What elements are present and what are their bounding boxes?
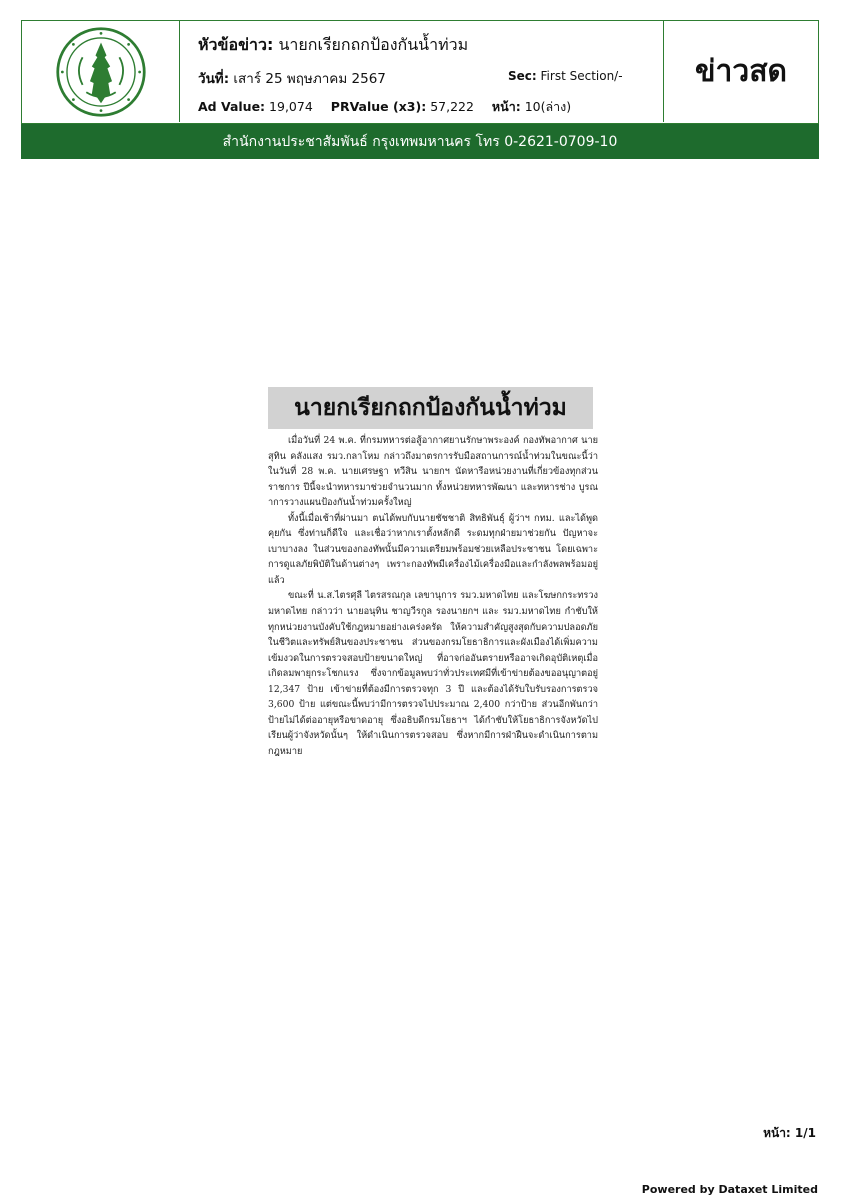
clipping-paragraph: เมื่อวันที่ 24 พ.ค. ที่กรมทหารต่อสู้อากาศยานรักษาพระองค์ กองทัพอากาศ นายสุทิน คลังแสง รมว.กลาโหม กล่าวถึงมาตรการรับมือสถานการณ์น้ำท่วมในขณะนี้ว่า ในวันที่ 28 พ.ค. นายเศรษฐา ทวีสิน นายกฯ นัดหารือหน่วยงานที่เกี่ยวข้องทุกส่วนราชการ ปีนี้จะนำทหารมาช่วยจำนวนมาก ทั้งหน่วยทหารพัฒนา และทหารช่าง บูรณาการวางแผนป้องกันน้ำท่วมครั้งใหญ่ (268, 435, 598, 509)
pr-value: 57,222 (430, 99, 474, 114)
news-clipping (258, 385, 598, 945)
headline-label: หัวข้อข่าว: (198, 35, 274, 54)
ad-label: Ad Value: (198, 99, 266, 114)
sec-value: First Section/- (540, 69, 623, 83)
publication-cell (663, 21, 818, 122)
header-box (21, 20, 819, 124)
date-row (198, 67, 386, 89)
page-label: หน้า: (491, 99, 521, 114)
sec-row (508, 69, 623, 83)
info-cell (180, 21, 663, 122)
page-indicator: หน้า: 1/1 (763, 1126, 816, 1140)
clipping-body (268, 433, 598, 759)
sec-label: Sec: (508, 69, 537, 83)
ad-value: 19,074 (269, 99, 313, 114)
logo-cell (22, 21, 180, 122)
clipping-paragraph: ขณะที่ น.ส.ไตรศุลี ไตรสรณกุล เลขานุการ รมว.มหาดไทย และโฆษกกระทรวงมหาดไทย กล่าวว่า นายอนุทิน ชาญวีรกูล รองนายกฯ และ รมว.มหาดไทย กำชับให้ทุกหน่วยงานบังคับใช้กฎหมายอย่างเคร่งครัด ให้ความสำคัญสูงสุดกับความปลอดภัยในชีวิตและทรัพย์สินของประชาชน ส่วนของกรมโยธาธิการและผังเมืองได้เพิ่มความเข้มงวดในการตรวจสอบป้ายขนาดใหญ่ ที่อาจก่ออันตรายหรืออาจเกิดอุบัติเหตุเมื่อเกิดลมพายุกระโชกแรง ซึ่งจากข้อมูลพบว่าทั่วประเทศมีที่เข้าข่ายต้องขออนุญาตอยู่ 12,347 ป้าย เข้าข่ายที่ต้องมีการตรวจทุก 3 ปี และต้องได้รับใบรับรองการตรวจ 3,600 ป้าย แต่ขณะนี้พบว่ามีการตรวจไปประมาณ 2,400 กว่าป้าย ส่วนอีกพันกว่าป้ายไม่ได้ต่ออายุหรือขาดอายุ ซึ่งอธิบดีกรมโยธาฯ ได้กำชับให้โยธาธิการจังหวัดไปเรียนผู้ว่าจังหวัดนั้นๆ ให้ดำเนินการตรวจสอบ ซึ่งหากมีการฝ่าฝืนจะดำเนินการตามกฎหมาย (268, 590, 598, 757)
footer-credit: Powered by Dataxet Limited (641, 1183, 818, 1196)
value-row (198, 97, 571, 117)
headline-row (198, 33, 468, 58)
page-value: 10(ล่าง) (524, 99, 572, 114)
clipping-title: นายกเรียกถกป้องกันน้ำท่วม (268, 387, 593, 429)
date-value: เสาร์ 25 พฤษภาคม 2567 (233, 71, 386, 87)
clipping-paragraph: ทั้งนี้เมื่อเช้าที่ผ่านมา ตนได้พบกับนายชัชชาติ สิทธิพันธุ์ ผู้ว่าฯ กทม. และได้พูดคุยกัน ซึ่งท่านก็ดีใจ และเชื่อว่าหากเราตั้งหลักดี ระดมทุกฝ่ายมาช่วยกัน ปัญหาจะเบาบางลง ในส่วนของกองทัพนั้นมีความเตรียมพร้อมช่วยเหลือประชาชน โดยเฉพาะการดูแลภัยพิบัติในด้านต่างๆ เพราะกองทัพมีเครื่องไม้เครื่องมือและกำลังพลพร้อมอยู่แล้ว (268, 512, 598, 586)
publication-name: ข่าวสด (695, 54, 787, 89)
agency-banner: สำนักงานประชาสัมพันธ์ กรุงเทพมหานคร โทร 0-2621-0709-10 (21, 124, 819, 159)
date-label: วันที่: (198, 71, 230, 87)
bangkok-seal-logo (55, 26, 147, 118)
pr-label: PRValue (x3): (330, 99, 427, 114)
headline-text: นายกเรียกถกป้องกันน้ำท่วม (278, 35, 469, 54)
